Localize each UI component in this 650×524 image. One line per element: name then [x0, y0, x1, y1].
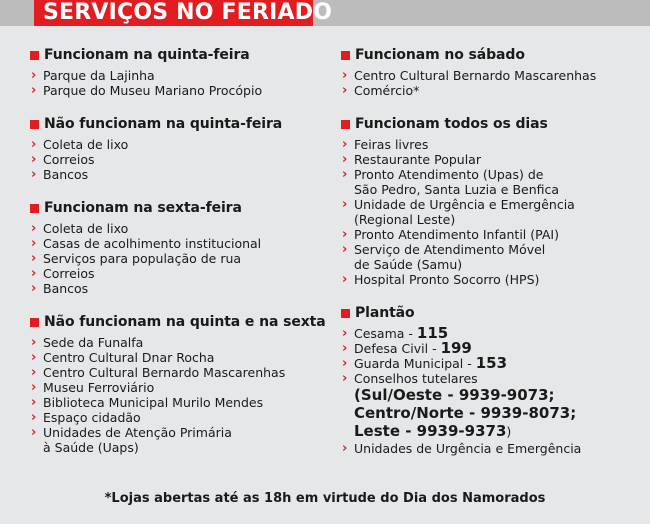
heading-text: Funcionam na quinta-feira: [44, 47, 250, 63]
red-square-icon: [30, 204, 39, 213]
red-square-icon: [341, 51, 350, 60]
item-text: Serviços para população de rua: [43, 251, 242, 266]
chevron-right-icon: ›: [31, 425, 37, 440]
phone-number: 199: [440, 339, 472, 357]
item-list: [341, 68, 646, 98]
list-item: [30, 335, 330, 350]
list-item: [30, 68, 330, 83]
item-text: Parque do Museu Mariano Procópio: [43, 83, 263, 98]
phone-number: 115: [416, 324, 449, 342]
list-item-guarda-municipal: [341, 356, 646, 371]
red-square-icon: [30, 51, 39, 60]
chevron-right-icon: ›: [342, 197, 348, 212]
chevron-right-icon: ›: [342, 341, 348, 356]
section-heading: [30, 116, 330, 133]
item-text: Pronto Atendimento (Upas) de São Pedro, Santa Luzia e Benfica: [354, 167, 560, 197]
chevron-right-icon: ›: [31, 236, 37, 251]
section-funcionam-todos-dias: [341, 116, 646, 287]
chevron-right-icon: ›: [31, 152, 37, 167]
list-item-urgencia: [341, 441, 646, 456]
chevron-right-icon: ›: [31, 167, 37, 182]
section-funcionam-sabado: [341, 47, 646, 98]
chevron-right-icon: ›: [342, 137, 348, 152]
list-item: [30, 221, 330, 236]
item-text: Comércio*: [354, 83, 420, 98]
chevron-right-icon: ›: [31, 281, 37, 296]
right-column: [341, 47, 646, 474]
section-heading: [30, 47, 330, 64]
list-item: [341, 197, 646, 227]
phone-label: Defesa Civil -: [354, 341, 441, 356]
item-text: Pronto Atendimento Infantil (PAI): [354, 227, 559, 242]
chevron-right-icon: ›: [342, 242, 348, 257]
phone-label: Cesama -: [354, 326, 417, 341]
section-heading: [30, 314, 330, 331]
list-item: [30, 236, 330, 251]
chevron-right-icon: ›: [342, 326, 348, 341]
plantao-list: [341, 326, 646, 456]
item-text: Espaço cidadão: [43, 410, 141, 425]
chevron-right-icon: ›: [342, 167, 348, 182]
item-text: Unidades de Urgência e Emergência: [354, 441, 582, 456]
list-item: [30, 266, 330, 281]
item-text: Centro Cultural Dnar Rocha: [43, 350, 215, 365]
red-square-icon: [30, 318, 39, 327]
item-list: [30, 137, 330, 182]
item-text: Centro Cultural Bernardo Mascarenhas: [43, 365, 286, 380]
item-list: [30, 68, 330, 98]
list-item: [341, 242, 646, 272]
item-list: [30, 221, 330, 296]
list-item: [341, 68, 646, 83]
list-item: [341, 272, 646, 287]
chevron-right-icon: ›: [31, 395, 37, 410]
section-nao-funcionam-quinta: [30, 116, 330, 182]
list-item: [30, 281, 330, 296]
item-text: Feiras livres: [354, 137, 429, 152]
list-item: [341, 152, 646, 167]
chevron-right-icon: ›: [31, 68, 37, 83]
item-text: Bancos: [43, 281, 89, 296]
chevron-right-icon: ›: [342, 356, 348, 371]
list-item: [30, 395, 330, 410]
item-text: Correios: [43, 152, 95, 167]
chevron-right-icon: ›: [342, 441, 348, 456]
section-heading: [30, 200, 330, 217]
item-text: Restaurante Popular: [354, 152, 481, 167]
list-item: [30, 167, 330, 182]
phone-label: Conselhos tutelares: [354, 371, 478, 386]
list-item: [30, 251, 330, 266]
chevron-right-icon: ›: [31, 251, 37, 266]
list-item: [30, 137, 330, 152]
item-text: Biblioteca Municipal Murilo Mendes: [43, 395, 264, 410]
list-item: [341, 227, 646, 242]
red-square-icon: [341, 309, 350, 318]
list-item: [30, 380, 330, 395]
closing-paren: ): [506, 424, 512, 439]
item-list: [30, 335, 330, 455]
item-text: Parque da Lajinha: [43, 68, 155, 83]
heading-text: Plantão: [355, 305, 415, 321]
red-square-icon: [30, 120, 39, 129]
chevron-right-icon: ›: [342, 83, 348, 98]
chevron-right-icon: ›: [342, 68, 348, 83]
list-item: [341, 137, 646, 152]
list-item-cesama: [341, 326, 646, 341]
item-text: Coleta de lixo: [43, 137, 129, 152]
item-list: [341, 137, 646, 287]
heading-text: Não funcionam na quinta e na sexta: [44, 314, 326, 330]
section-heading: [341, 116, 646, 133]
chevron-right-icon: ›: [31, 221, 37, 236]
item-text: Coleta de lixo: [43, 221, 129, 236]
chevron-right-icon: ›: [31, 137, 37, 152]
chevron-right-icon: ›: [31, 335, 37, 350]
section-funcionam-quinta: [30, 47, 330, 98]
item-text: Unidades de Atenção Primária à Saúde (Uaps): [43, 425, 232, 455]
chevron-right-icon: ›: [31, 410, 37, 425]
heading-text: Funcionam na sexta-feira: [44, 200, 242, 216]
item-text: Unidade de Urgência e Emergência (Regional Leste): [354, 197, 575, 227]
item-text: Bancos: [43, 167, 89, 182]
item-text: Serviço de Atendimento Móvel de Saúde (Samu): [354, 242, 546, 272]
section-funcionam-sexta: [30, 200, 330, 296]
page-title: SERVIÇOS NO FERIADO: [34, 0, 313, 26]
list-item: [30, 83, 330, 98]
list-item: [341, 83, 646, 98]
item-text: Museu Ferroviário: [43, 380, 155, 395]
list-item: [30, 350, 330, 365]
red-square-icon: [341, 120, 350, 129]
chevron-right-icon: ›: [31, 83, 37, 98]
section-heading: [341, 47, 646, 64]
chevron-right-icon: ›: [31, 266, 37, 281]
conselhos-numbers-text: (Sul/Oeste - 9939-9073; Centro/Norte - 9939-8073; Leste - 9939-9373: [354, 386, 577, 440]
item-text: Casas de acolhimento institucional: [43, 236, 262, 251]
heading-text: Funcionam todos os dias: [355, 116, 548, 132]
chevron-right-icon: ›: [31, 380, 37, 395]
chevron-right-icon: ›: [31, 350, 37, 365]
item-text: Centro Cultural Bernardo Mascarenhas: [354, 68, 597, 83]
conselhos-phone-numbers: [354, 386, 646, 441]
phone-number: 153: [475, 354, 508, 372]
chevron-right-icon: ›: [342, 227, 348, 242]
list-item: [30, 410, 330, 425]
section-nao-funcionam-quinta-sexta: [30, 314, 330, 455]
section-heading: [341, 305, 646, 322]
chevron-right-icon: ›: [342, 371, 348, 386]
list-item: [30, 425, 330, 455]
heading-text: Funcionam no sábado: [355, 47, 525, 63]
phone-label: Guarda Municipal -: [354, 356, 476, 371]
item-text: Hospital Pronto Socorro (HPS): [354, 272, 540, 287]
chevron-right-icon: ›: [342, 272, 348, 287]
item-text: Correios: [43, 266, 95, 281]
chevron-right-icon: ›: [31, 365, 37, 380]
list-item: [341, 167, 646, 197]
chevron-right-icon: ›: [342, 152, 348, 167]
item-text: Sede da Funalfa: [43, 335, 144, 350]
section-plantao: [341, 305, 646, 456]
footer-note: *Lojas abertas até as 18h em virtude do Dia dos Namorados: [104, 491, 546, 506]
heading-text: Não funcionam na quinta-feira: [44, 116, 283, 132]
left-column: [30, 47, 330, 473]
list-item: [30, 365, 330, 380]
list-item: [30, 152, 330, 167]
list-item-conselhos-tutelares: [341, 371, 646, 441]
